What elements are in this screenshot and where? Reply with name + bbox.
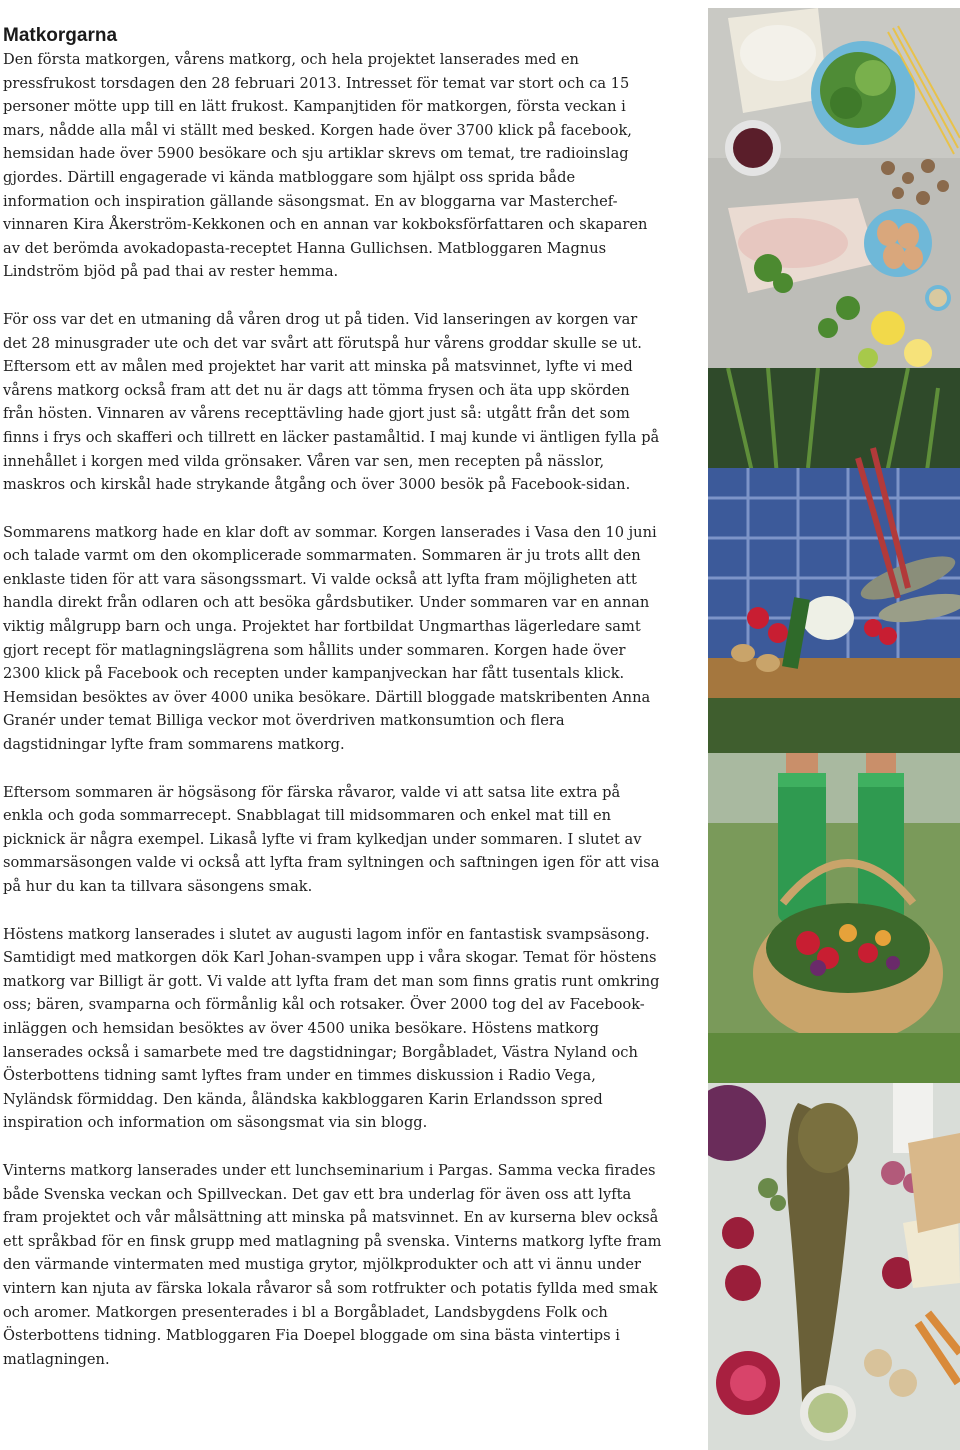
page-title: Matkorgarna [3,25,118,46]
picnic-basket-photo [708,368,960,753]
article [3,24,663,1371]
paragraph-summer: Sommarens matkorg hade en klar doft av sommar. Korgen lanserades i Vasa den 10 juni och talade varmt om den okomplicerade sommarmaten. Sommaren är ju trots allt den enklaste tiden för att vara säsongssmart. Vi valde också att lyfta fram möjligheten att handla direkt från odlaren och att besöka gårdsbutiker. Under sommaren var en annan viktig målgrupp barn och unga. Projektet har fortbildat Ungmarthas lägerledare samt gjort recept för matlagningslägrena som hållits under sommaren. Korgen hade över 2300 klick på Facebook och recepten under kampanjveckan har fått tusentals klick. Hemsidan besöktes av över 4000 unika besökare. Därtill bloggade matskribenten Anna Granér under temat Billiga veckor mot överdriven matkonsumtion och flera dagstidningar lyfte fram sommarens matkorg. [3,523,657,754]
paragraph-winter: Vinterns matkorg lanserades under ett lunchseminarium i Pargas. Samma vecka firades både Svenska veckan och Spillveckan. Det gav ett bra underlag för även oss att lyfta fram projektet och vår målsättning att minska på matsvinnet. En av kurserna blev också ett språkbad för en finsk grupp med matlagning på svenska. Vinterns matkorg lyfte fram den värmande vintermaten med mustiga grytor, mjölkprodukter och att vi ännu under vintern kan njuta av färska lokala råvaror så som rotfrukter och potatis fyllda med smak och aromer. Matkorgen presenterades i bl a Borgåbladet, Landsbygdens Folk och Österbottens tidning. Matbloggaren Fia Doepel bloggade om sina bästa vintertips i matlagningen. [3,1161,662,1368]
paragraph-summer-recipes: Eftersom sommaren är högsäsong för färska råvaror, valde vi att satsa lite extra på enkla och goda sommarrecept. Snabblagat till midsommaren och enkel mat till en picknick är några exempel. Likaså lyfte vi fram kylkedjan under sommaren. I slutet av sommarsäsongen valde vi också att lyfta fram syltningen och saftningen igen för att visa på hur du kan ta tillvara säsongens smak. [3,783,660,895]
winter-produce-photo [708,1083,960,1450]
boots-basket-photo [708,753,960,1083]
paragraph-autumn: Höstens matkorg lanserades i slutet av augusti lagom inför en fantastisk svampsäsong. Samtidigt med matkorgen dök Karl Johan-svampen upp i våra skogar. Temat för höstens matkorg var Billigt är gott. Vi valde att lyfta fram det man som finns gratis runt omkring oss; bären, svamparna och förmånlig kål och rotsaker. Över 2000 tog del av Facebook-inläggen och hemsidan besöktes av över 4500 unika besökare. Höstens matkorg lanserades också i samarbete med tre dagstidningar; Borgåbladet, Västra Nyland och Österbottens tidning samt lyftes fram under en timmes diskussion i Radio Vega, Nyländsk förmiddag. Den kända, åländska kakbloggaren Karin Erlandsson spred inspiration och information om säsongsmat via sin blogg. [3,925,660,1132]
paragraph-spring-challenge: För oss var det en utmaning då våren drog ut på tiden. Vid lanseringen av korgen var det 28 minusgrader ute och det var svårt att förutspå hur vårens groddar skulle se ut. Eftersom ett av målen med projektet har varit att minska på matsvinnet, lyfte vi med vårens matkorg också fram att det nu är dags att tömma frysen och äta upp skörden från hösten. Vinnaren av vårens recepttävling hade gjort just så: utgått från det som finns i frys och skafferi och tillrett en läcker pastamåltid. I maj kunde vi äntligen fylla på innehållet i korgen med vilda grönsaker. Våren var sen, men recepten på nässlor, maskros och kirskål hade strykande åtgång och över 3000 besök på Facebook-sidan. [3,310,660,494]
paragraph-spring: Den första matkorgen, vårens matkorg, och hela projektet lanserades med en pressfrukost torsdagen den 28 februari 2013. Intresset för temat var stort och ca 15 personer mötte upp till en lätt frukost. Kampanjtiden för matkorgen, första veckan i mars, nådde alla mål vi ställt med besked. Korgen hade över 3700 klick på facebook, hemsidan hade över 5900 besökare och sju artiklar skrevs om temat, tre radioinslag gjordes. Därtill engagerade vi kända matbloggare som hjälpt oss sprida både information och inspiration gällande säsongsmat. En av bloggarna var Masterchef-vinnaren Kira Åkerström-Kekkonen och en annan var kokboksförfattaren och skaparen av det berömda avokadopasta-receptet Hanna Gullichsen. Matbloggaren Magnus Lindström bjöd på pad thai av rester hemma. [3,51,648,281]
ingredients-flatlay-photo [708,8,960,368]
photo-column [708,0,960,1450]
